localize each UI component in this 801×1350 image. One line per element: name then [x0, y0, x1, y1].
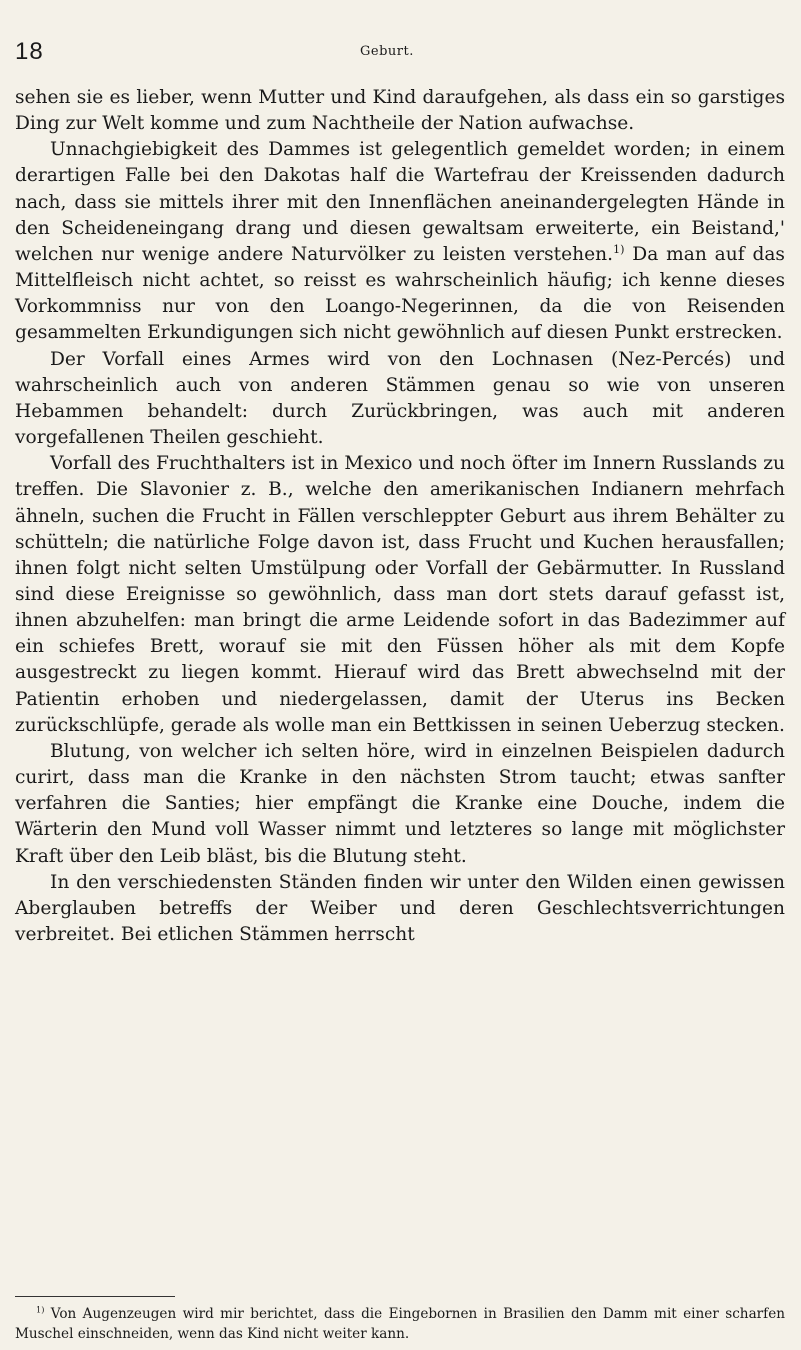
paragraph-5: Blutung, von welcher ich selten höre, wird in einzelnen Beispielen dadurch curirt, dass man die Kranke in den nächsten Strom taucht; etwas sanfter verfahren die Santies; hier empfängt die Kranke eine Douche, indem die Wärterin den Mund voll Wasser nimmt und letzteres so lange mit möglichster Kraft über den Leib bläst, bis die Blutung steht. — [15, 740, 785, 867]
page-header — [15, 38, 785, 68]
paragraph-2-continuation: Da man auf das Mittelfleisch nicht achtet, so reisst es wahrscheinlich häufig; ich kenne dieses Vorkommniss nur von den Loango-Negerinnen, da die von Reisenden gesammelten Erkundigungen sich nicht gewöhnlich auf diesen Punkt erstrecken. — [15, 243, 785, 344]
footnote-text: Von Augenzeugen wird mir berichtet, dass die Eingebornen in Brasilien den Damm mit einer scharfen Muschel einschneiden, wenn das Kind nicht weiter kann. — [15, 1306, 785, 1342]
paragraph-4: Vorfall des Fruchthalters ist in Mexico und noch öfter im Innern Russlands zu treffen. Die Slavonier z. B., welche den amerikanischen Indianern mehrfach ähneln, suchen die Frucht in Fällen verschleppter Geburt aus ihrem Behälter zu schütteln; die natürliche Folge davon ist, dass Frucht und Kuchen herausfallen; ihnen folgt nicht selten Umstülpung oder Vorfall der Gebärmutter. In Russland sind diese Ereignisse so gewöhnlich, dass man dort stets darauf gefasst ist, ihnen abzuhelfen: man bringt die arme Leidende sofort in das Badezimmer auf ein schiefes Brett, worauf sie mit den Füssen höher als mit dem Kopfe ausgestreckt zu liegen kommt. Hierauf wird das Brett abwechselnd mit der Patientin erhoben und niedergelassen, damit der Uterus ins Becken zurückschlüpfe, gerade als wolle man ein Bettkissen in seinen Ueberzug stecken. — [15, 453, 785, 736]
paragraph-2 — [15, 137, 785, 346]
footnote — [15, 1304, 785, 1344]
paragraph-6: In den verschiedensten Ständen finden wir unter den Wilden einen gewissen Aberglauben betreffs der Weiber und deren Geschlechtsverrichtungen verbreitet. Bei etlichen Stämmen herrscht — [15, 871, 785, 945]
page-number: 18 — [15, 38, 44, 65]
footnote-divider — [15, 1296, 175, 1297]
footnote-reference: 1) — [613, 242, 625, 256]
paragraph-3: Der Vorfall eines Armes wird von den Lochnasen (Nez-Percés) und wahrscheinlich auch von anderen Stämmen genau so wie von unseren Hebammen behandelt: durch Zurückbringen, was auch mit anderen vorgefallenen Theilen geschieht. — [15, 348, 785, 449]
paragraph-2-text: Unnachgiebigkeit des Dammes ist gelegentlich gemeldet worden; in einem derartigen Falle bei den Dakotas half die Wartefrau der Kreissenden dadurch nach, dass sie mittels ihrer mit den Innenflächen aneinandergelegten Hände in den Scheideneingang drang und diesen gewaltsam erweiterte, ein Beistand,' welchen nur wenige andere Naturvölker zu leisten verstehen. — [15, 139, 785, 265]
footnote-marker: 1) — [36, 1304, 45, 1315]
running-title: Geburt. — [360, 44, 414, 59]
main-text — [15, 85, 785, 948]
paragraph-1: sehen sie es lieber, wenn Mutter und Kind daraufgehen, als dass ein so garstiges Ding zur Welt komme und zum Nachtheile der Nation aufwachse. — [15, 87, 785, 135]
